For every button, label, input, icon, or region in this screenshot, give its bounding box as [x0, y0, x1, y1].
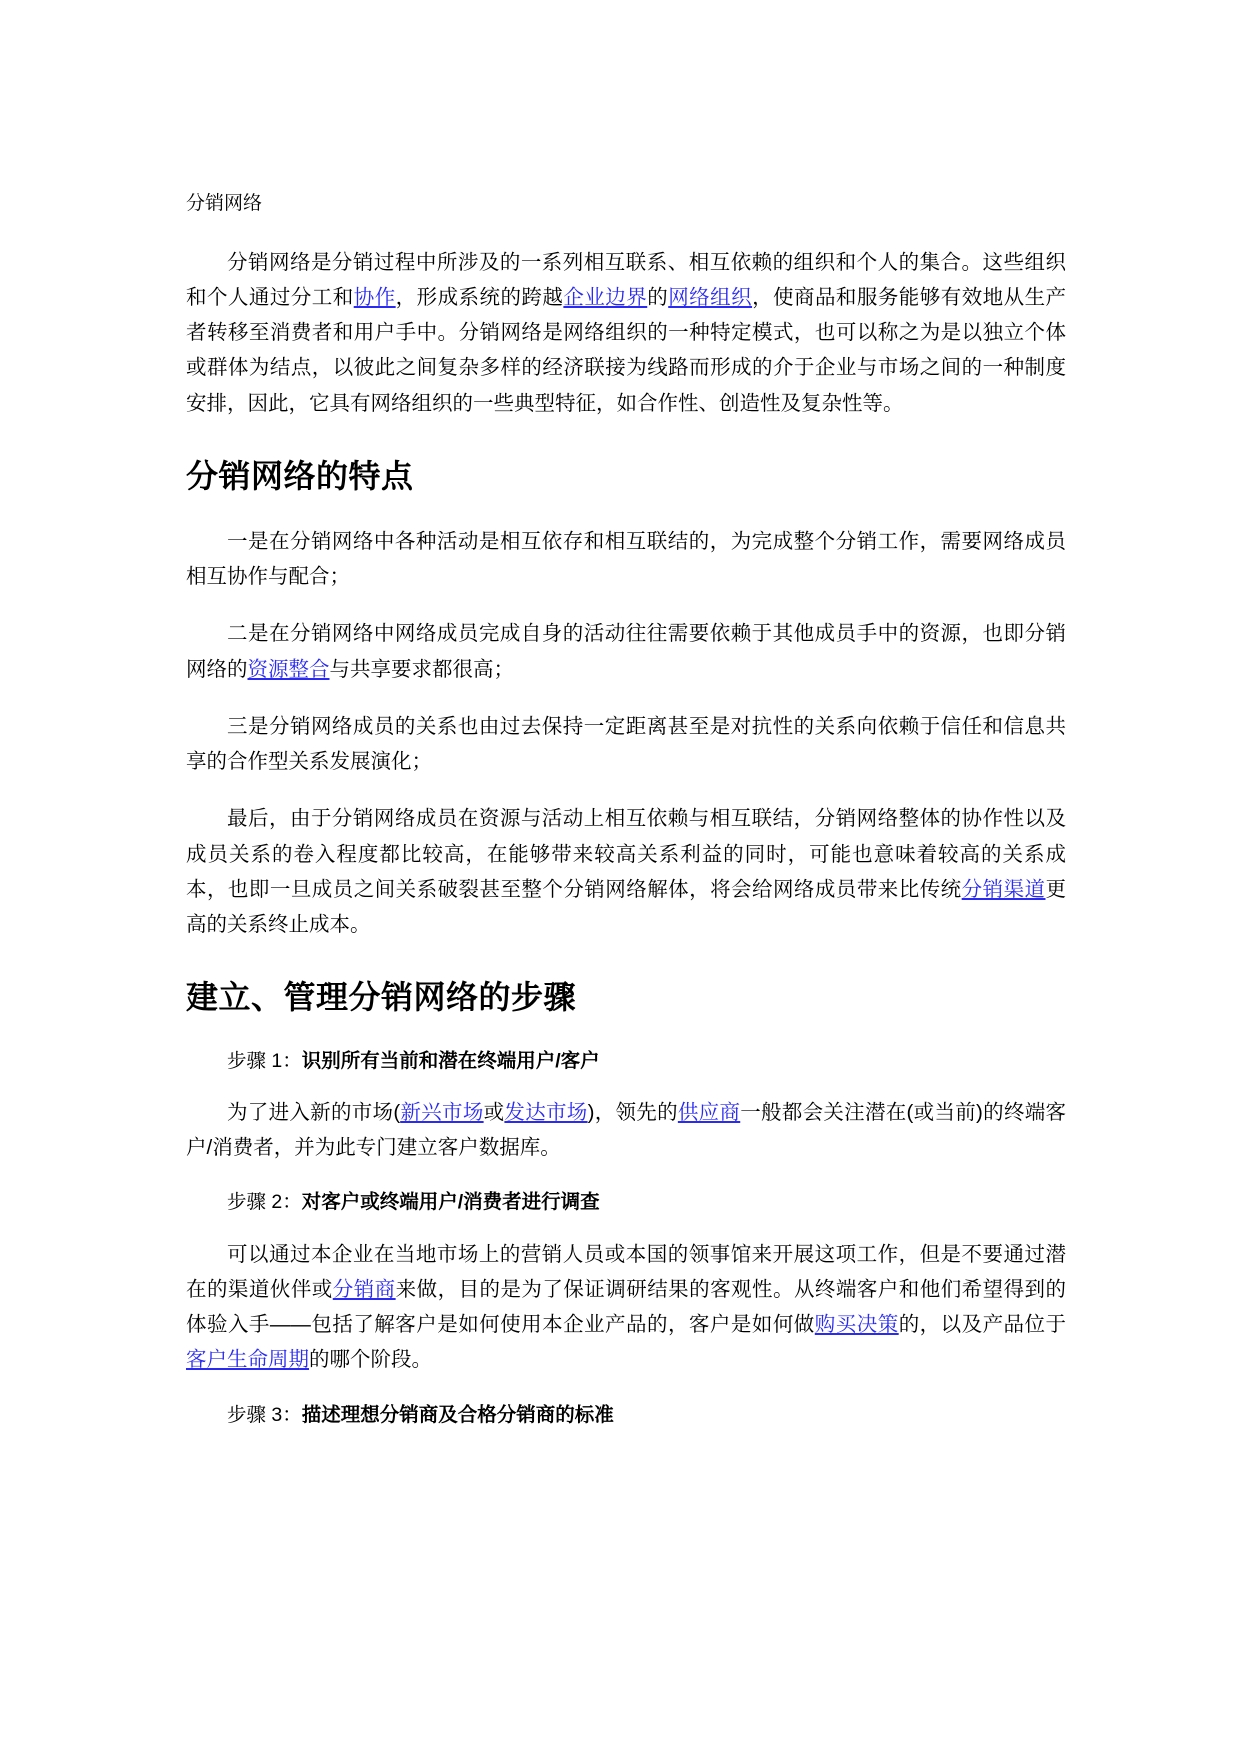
- heading-features: 分销网络的特点: [186, 457, 414, 494]
- link-ziyuan-zhenghe[interactable]: 资源整合: [247, 657, 330, 681]
- intro-text-2: ，形成系统的跨越: [395, 285, 564, 309]
- step-3-heading: [186, 1400, 1066, 1431]
- step-3-label: 步骤 3：: [226, 1403, 302, 1426]
- step-1-text-1: 为了进入新的市场(: [227, 1100, 401, 1124]
- step-3-title: 描述理想分销商及合格分销商的标准: [301, 1403, 614, 1426]
- feature-item-2: [186, 616, 1066, 687]
- feature-2-text-1: 二是在分销网络中网络成员完成自身的活动往往需要依赖于其他成员手中的资源，也即分销网络的: [186, 622, 1066, 681]
- step-1-title: 识别所有当前和潜在终端用户/客户: [301, 1049, 600, 1072]
- feature-item-3: 三是分销网络成员的关系也由过去保持一定距离甚至是对抗性的关系向依赖于信任和信息共享的合作型关系发展演化；: [186, 714, 1066, 774]
- step-2-text-2: 来做，目的是为了保证调研结果的客观性。从终端客户和他们希望得到的体验入手——包括了解客户是如何使用本企业产品的，客户是如何做: [186, 1277, 1067, 1336]
- link-fenxiaoshang[interactable]: 分销商: [332, 1277, 396, 1301]
- feature-4-text-2: 更高的关系终止成本。: [186, 877, 1067, 937]
- step-2-body: [186, 1237, 1066, 1378]
- link-kehu-shengming-zhouqi[interactable]: 客户生命周期: [186, 1348, 309, 1372]
- feature-item-1: 一是在分销网络中各种活动是相互依存和相互联结的，为完成整个分销工作，需要网络成员相互协作与配合；: [186, 529, 1066, 589]
- step-2-heading: [186, 1187, 1066, 1218]
- intro-text-4: ，使商品和服务能够有效地从生产者转移至消费者和用户手中。分销网络是网络组织的一种特定模式，也可以称之为是以独立个体或群体为结点，以彼此之间复杂多样的经济联接为线路而形成的介于企业与市场之间的一种制度安排，因此，它具有网络组织的一些典型特征，如合作性、创造性及复杂性等。: [186, 285, 1067, 415]
- link-xinxing-shichang[interactable]: 新兴市场: [400, 1100, 484, 1124]
- step-2-title: 对客户或终端用户/消费者进行调查: [301, 1191, 600, 1214]
- link-xiezuo[interactable]: 协作: [353, 285, 396, 309]
- link-fenxiao-qudao[interactable]: 分销渠道: [961, 877, 1046, 901]
- link-wangluo-zuzhi[interactable]: 网络组织: [668, 285, 753, 309]
- intro-text-1: 分销网络是分销过程中所涉及的一系列相互联系、相互依赖的组织和个人的集合。这些组织和个人通过分工和: [186, 250, 1066, 309]
- feature-4-text-1: 最后，由于分销网络成员在资源与活动上相互依赖与相互联结，分销网络整体的协作性以及成员关系的卷入程度都比较高，在能够带来较高关系利益的同时，可能也意味着较高的关系成本，也即一旦成员之间关系破裂甚至整个分销网络解体，将会给网络成员带来比传统: [186, 807, 1066, 901]
- step-1-label: 步骤 1：: [226, 1049, 302, 1072]
- heading-steps: 建立、管理分销网络的步骤: [186, 979, 577, 1016]
- step-1-text-4: 一般都会关注潜在(或当前)的终端客户/消费者，并为此专门建立客户数据库。: [186, 1100, 1067, 1160]
- step-2-text-1: 可以通过本企业在当地市场上的营销人员或本国的领事馆来开展这项工作，但是不要通过潜在的渠道伙伴或: [186, 1242, 1066, 1301]
- intro-text-3: 的: [647, 285, 669, 309]
- step-2-label: 步骤 2：: [226, 1191, 302, 1214]
- feature-item-4: [186, 801, 1066, 942]
- feature-2-text-2: 与共享要求都很高；: [329, 657, 514, 681]
- link-gongyingshang[interactable]: 供应商: [677, 1100, 741, 1124]
- link-qiye-bianjie[interactable]: 企业边界: [563, 285, 648, 309]
- step-2-text-4: 的哪个阶段。: [309, 1348, 432, 1372]
- step-1-text-3: )，领先的: [587, 1100, 678, 1124]
- link-fada-shichang[interactable]: 发达市场: [504, 1100, 588, 1124]
- step-1-heading: [186, 1046, 1066, 1077]
- step-1-body: [186, 1095, 1066, 1166]
- document-title: 分销网络: [186, 193, 263, 214]
- step-1-text-2: 或: [483, 1100, 505, 1124]
- step-2-text-3: 的，以及产品位于: [898, 1313, 1067, 1336]
- link-goumai-juece[interactable]: 购买决策: [814, 1313, 899, 1336]
- intro-paragraph: [186, 245, 1066, 421]
